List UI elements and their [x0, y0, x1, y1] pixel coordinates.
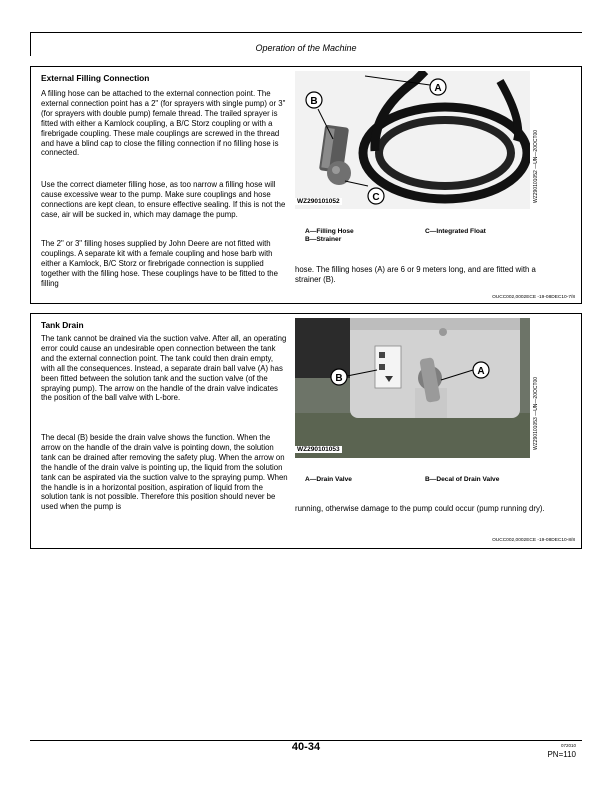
section-footnote: OUCC002,0002ECE -19-08DEC10-8/8: [492, 538, 575, 543]
continuation-text: running, otherwise damage to the pump could occur (pump running dry).: [295, 504, 545, 513]
caption-b: B—Strainer: [305, 236, 342, 243]
callout-b: [306, 92, 322, 108]
callout-line: [441, 370, 473, 380]
svg-text:B: B: [335, 373, 343, 384]
callouts-layer: [295, 318, 530, 458]
pn-label: PN=110: [547, 750, 576, 759]
callouts-layer: [295, 71, 530, 209]
svg-text:A: A: [434, 83, 442, 94]
page-header-title: Operation of the Machine: [255, 43, 357, 53]
caption-c: C—Integrated Float: [425, 228, 486, 235]
section-external-filling-connection: [30, 66, 582, 304]
svg-text:C: C: [372, 192, 380, 203]
callout-line: [318, 109, 333, 139]
figure-side-code: WZ290101053 —UN—20OCT00: [533, 376, 539, 450]
section-title: External Filling Connection: [41, 73, 150, 83]
paragraph: The 2" or 3" filling hoses supplied by John Deere are not fitted with couplings. A separate kit with a female coupling and hose barb with either a Kamlock, B/C Storz or firebrigade connection is supplied together with the filling hose. These couplings have to be fitted to the filling: [41, 239, 278, 288]
svg-text:A: A: [477, 366, 485, 377]
figure-id: WZ290101053: [297, 446, 340, 453]
figure-side-code: WZ290101052 —UN—20OCT00: [533, 129, 539, 203]
date-code: 072010: [560, 743, 576, 748]
page-number: 40-34: [291, 741, 321, 753]
callout-a: [473, 362, 489, 378]
callout-c: [368, 188, 384, 204]
section-title: Tank Drain: [41, 320, 84, 330]
svg-text:B: B: [310, 96, 318, 107]
paragraph: Use the correct diameter filling hose, as too narrow a filling hose will cause excessive wear to the pump. Make sure couplings and hose connections are kept clean, to ensure effective sealing. If this is not the case, air will be sucked in, which may damage the pump.: [41, 180, 286, 219]
caption-a: A—Filling Hose: [305, 228, 354, 235]
callout-line: [345, 181, 368, 186]
callout-line: [347, 370, 377, 376]
continuation-text: hose. The filling hoses (A) are 6 or 9 meters long, and are fitted with a strainer (B).: [295, 265, 536, 284]
caption-b: B—Decal of Drain Valve: [425, 476, 500, 483]
section-footnote: OUCC002,0002ECE -19-08DEC10-7/8: [492, 295, 575, 300]
callout-a: [430, 79, 446, 95]
header-rule: [30, 32, 582, 33]
caption-a: A—Drain Valve: [305, 476, 352, 483]
section-tank-drain: [30, 313, 582, 549]
figure-id: WZ290101052: [297, 198, 340, 205]
paragraph: A filling hose can be attached to the external connection point. The external connection point has a 2" (for sprayers with single pump) or 3" (for sprayers with double pump) female thread. The trailed sprayer is fitted with either a Kamlock coupling, a B/C Storz coupling or with a firebrigade coupling. These male couplings are screwed in the thread and have a blind cap to close the filling connection if no filling hose is connected.: [41, 89, 286, 158]
callout-b: [331, 369, 347, 385]
callout-line: [365, 76, 430, 85]
paragraph: The tank cannot be drained via the suction valve. After all, an operating error could cause an undesirable open connection between the tank and the external connection point. The tank could then drain empty, with all the consequences. Instead, a separate drain ball valve (A) has been fitted between the solution tank and the suction valve (of the spraying pump). The arrow on the handle of the drain valve indicates the position of the ball valve with L-bore.: [41, 334, 287, 403]
paragraph: The decal (B) beside the drain valve shows the function. When the arrow on the handle of the drain valve is pointing down, the solution tank can be drained after removing the safety plug. When the arrow on the handle of the drain valve is pointing up, the liquid from the solution tank can be aspirated via the suction valve to the spraying pump. When the handle is in a horizontal position, aspiration of liquid from the solution tank is not possible. Therefore this position should never be used when the pump is: [41, 433, 288, 512]
